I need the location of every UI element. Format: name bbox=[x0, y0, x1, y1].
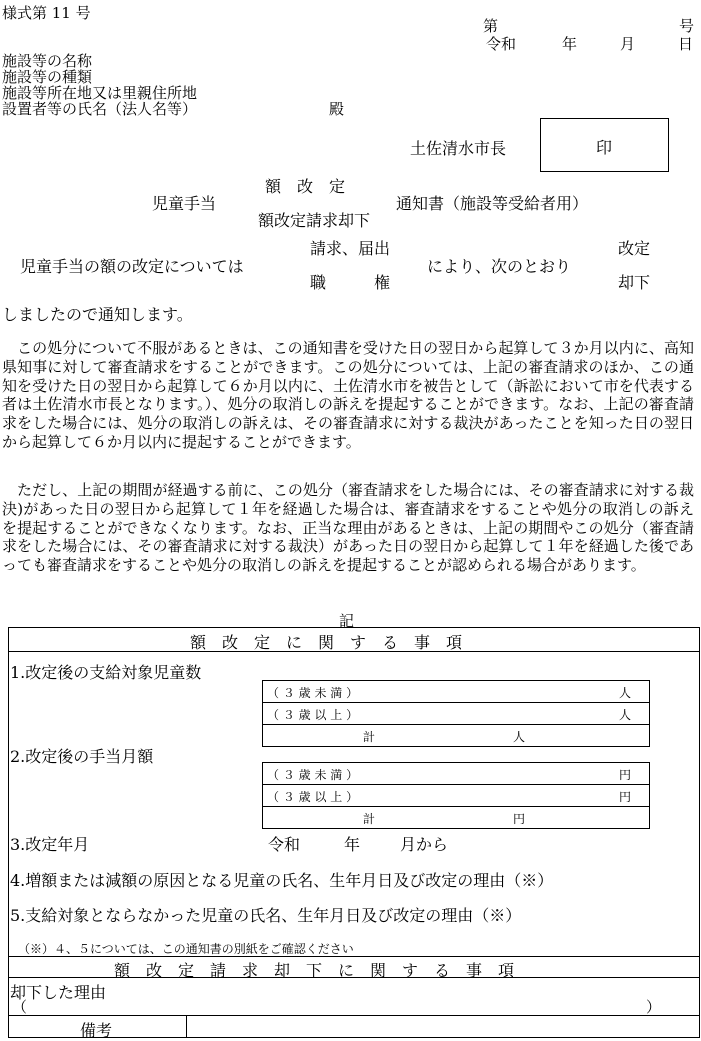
ki-heading: 記 bbox=[339, 612, 355, 630]
intro-option-ex-officio: 職 権 bbox=[310, 273, 391, 292]
monthly-amount-table bbox=[262, 762, 650, 829]
item-revision-month-label: 3.改定年月 bbox=[10, 835, 90, 854]
rejection-reason-close-paren: ） bbox=[646, 998, 662, 1016]
date-era: 令和 bbox=[486, 35, 517, 53]
document-number-suffix: 号 bbox=[679, 17, 695, 35]
date-month: 月 bbox=[620, 35, 636, 53]
honorific: 殿 bbox=[329, 100, 345, 118]
divider bbox=[186, 1015, 187, 1038]
document-number-prefix: 第 bbox=[483, 17, 499, 35]
item-child-count-label: 1.改定後の支給対象児童数 bbox=[10, 663, 202, 682]
issuer-name: 土佐清水市長 bbox=[410, 139, 507, 158]
title-option-rejection: 額改定請求却下 bbox=[258, 211, 371, 230]
divider bbox=[8, 651, 700, 652]
divider bbox=[263, 702, 649, 703]
attachment-note: （※）４、５については、この通知書の別紙をご確認ください bbox=[18, 942, 354, 956]
divider bbox=[263, 806, 649, 807]
under-3-label: （ ３ 歳 未 満 ） bbox=[267, 768, 359, 782]
total-label: 計 bbox=[363, 730, 376, 744]
intro-tail: しましたので通知します。 bbox=[2, 305, 193, 324]
title-right: 通知書（施設等受給者用） bbox=[396, 194, 589, 213]
facility-type-label: 施設等の種類 bbox=[2, 68, 93, 86]
intro-option-revise: 改定 bbox=[618, 239, 651, 258]
operator-name-label: 設置者等の氏名（法人名等） bbox=[2, 100, 198, 118]
facility-address-label: 施設等所在地又は里親住所地 bbox=[2, 84, 198, 102]
under-3-unit: 円 bbox=[619, 768, 632, 782]
section-rejection-header: 額 改 定 請 求 却 下 に 関 す る 事 項 bbox=[114, 961, 515, 980]
over-3-unit: 人 bbox=[619, 708, 632, 722]
title-left: 児童手当 bbox=[152, 194, 217, 213]
over-3-label: （ ３ 歳 以 上 ） bbox=[267, 790, 359, 804]
divider bbox=[8, 956, 700, 957]
under-3-label: （ ３ 歳 未 満 ） bbox=[267, 686, 359, 700]
intro-option-request: 請求、届出 bbox=[310, 239, 391, 258]
appeal-notice-paragraph-1: この処分について不服があるときは、この通知書を受けた日の翌日から起算して３か月以内に、高知県知事に対して審査請求をすることができます。この処分については、上記の審査請求のほか、この通知を受けた日の翌日から起算して６か月以内に、土佐清水市を被告として（訴訟において市を代表する者は土佐清水市長となります。）、処分の取消しの訴えを提起することができます。なお、上記の審査請求をした場合には、処分の取消しの訴えは、その審査請求に対する裁決があったことを知った日の翌日から起算して６か月以内に提起することができます。 bbox=[2, 339, 694, 451]
item-excluded-reason-label: 5.支給対象とならなかった児童の氏名、生年月日及び改定の理由（※） bbox=[10, 906, 522, 925]
revision-year: 年 bbox=[344, 835, 361, 854]
revision-era: 令和 bbox=[268, 835, 301, 854]
over-3-label: （ ３ 歳 以 上 ） bbox=[267, 708, 359, 722]
revision-month: 月から bbox=[400, 835, 449, 854]
total-unit: 人 bbox=[513, 730, 526, 744]
rejection-reason-label: 却下した理由 bbox=[10, 983, 107, 1002]
intro-left: 児童手当の額の改定については bbox=[20, 257, 244, 276]
date-year: 年 bbox=[562, 35, 578, 53]
divider bbox=[8, 977, 700, 978]
seal-box bbox=[540, 118, 669, 172]
over-3-unit: 円 bbox=[619, 790, 632, 804]
remarks-label: 備考 bbox=[80, 1021, 113, 1040]
intro-option-reject: 却下 bbox=[618, 273, 651, 292]
intro-middle: により、次のとおり bbox=[427, 257, 572, 276]
form-number: 様式第 11 号 bbox=[2, 4, 91, 22]
divider bbox=[263, 724, 649, 725]
title-option-revision: 額 改 定 bbox=[265, 177, 346, 196]
child-count-table bbox=[262, 680, 650, 747]
section-revision-header: 額 改 定 に 関 す る 事 項 bbox=[190, 633, 463, 652]
appeal-notice-paragraph-2: ただし、上記の期間が経過する前に、この処分（審査請求をした場合には、その審査請求に対する裁決)があった日の翌日から起算して１年を経過した場合は、審査請求をすることや処分の取消しの訴えを提起することができなくなります。なお、正当な理由があるときは、上記の期間やこの処分（審査請求をした場合には、その審査請求に対する裁決）があった日の翌日から起算して１年を経過した後であっても審査請求をすることや処分の取消しの訴えを提起することが認められる場合があります。 bbox=[2, 481, 694, 575]
item-increase-reason-label: 4.増額または減額の原因となる児童の氏名、生年月日及び改定の理由（※） bbox=[10, 871, 554, 890]
seal-mark: 印 bbox=[596, 138, 613, 157]
date-day: 日 bbox=[678, 35, 694, 53]
divider bbox=[8, 1015, 700, 1016]
divider bbox=[263, 784, 649, 785]
rejection-reason-open-paren: （ bbox=[12, 998, 28, 1016]
facility-name-label: 施設等の名称 bbox=[2, 52, 93, 70]
total-label: 計 bbox=[363, 812, 376, 826]
under-3-unit: 人 bbox=[619, 686, 632, 700]
item-monthly-amount-label: 2.改定後の手当月額 bbox=[10, 747, 154, 766]
total-unit: 円 bbox=[513, 812, 526, 826]
